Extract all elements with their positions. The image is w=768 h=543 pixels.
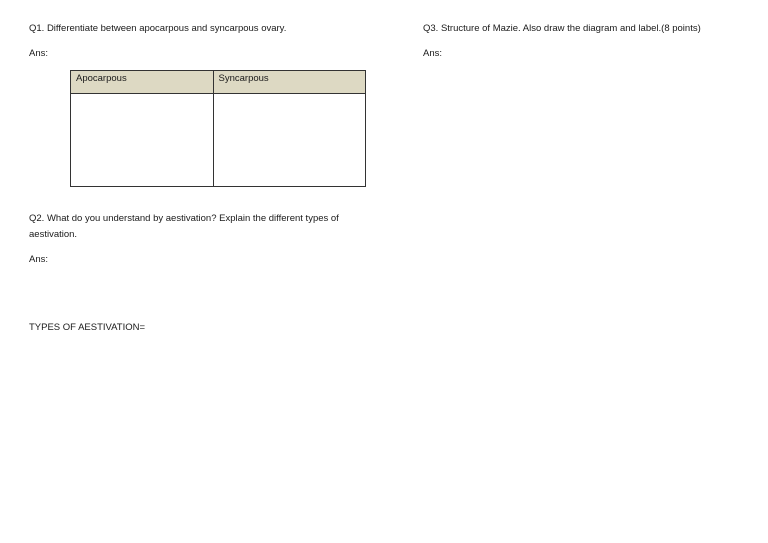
question-1-answer-label: Ans:	[29, 48, 49, 59]
table-row	[71, 94, 366, 187]
table-header-apocarpous: Apocarpous	[71, 71, 214, 94]
types-of-aestivation-heading: TYPES OF AESTIVATION=	[29, 322, 146, 333]
table-cell-apocarpous[interactable]	[71, 94, 214, 187]
question-3: Q3. Structure of Mazie. Also draw the diagram and label.(8 points)	[423, 23, 701, 34]
comparison-table-wrapper	[70, 70, 374, 187]
table-header-row	[71, 71, 366, 94]
question-3-answer-label: Ans:	[423, 48, 443, 59]
question-2-answer-label: Ans:	[29, 254, 49, 265]
left-column	[29, 21, 374, 335]
table-header-syncarpous: Syncarpous	[213, 71, 365, 94]
right-column	[423, 21, 743, 61]
table-cell-syncarpous[interactable]	[213, 94, 365, 187]
question-2: Q2. What do you understand by aestivation? Explain the different types of aestivation.	[29, 213, 339, 240]
question-1: Q1. Differentiate between apocarpous and syncarpous ovary.	[29, 23, 287, 34]
comparison-table	[70, 70, 366, 187]
